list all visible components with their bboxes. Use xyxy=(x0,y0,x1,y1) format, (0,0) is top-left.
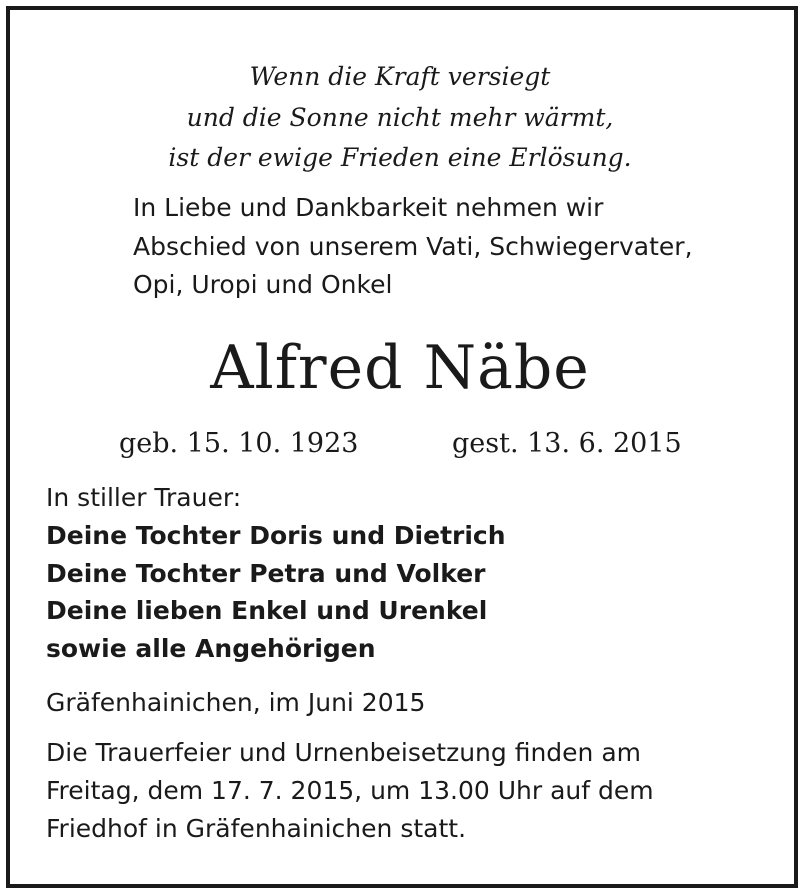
mourner-name: Deine lieben Enkel und Urenkel xyxy=(46,596,488,625)
deceased-name: Alfred Näbe xyxy=(210,333,590,403)
mourner-name: sowie alle Angehörigen xyxy=(46,634,376,663)
ceremony-line-3: Friedhof in Gräfenhainichen statt. xyxy=(46,814,467,843)
intro-line-2: Abschied von unserem Vati, Schwiegervater, xyxy=(133,232,693,261)
intro-line-1: In Liebe und Dankbarkeit nehmen wir xyxy=(133,193,604,222)
poem-line-2: und die Sonne nicht mehr wärmt, xyxy=(186,103,614,132)
mourner-name: Deine Tochter Doris und Dietrich xyxy=(46,521,506,550)
ceremony-line-1: Die Trauerfeier und Urnenbeisetzung finden am xyxy=(46,738,642,767)
ceremony-line-2: Freitag, dem 17. 7. 2015, um 13.00 Uhr auf dem xyxy=(46,776,654,805)
poem-line-1: Wenn die Kraft versiegt xyxy=(249,62,551,91)
place-date: Gräfenhainichen, im Juni 2015 xyxy=(46,688,426,717)
death-date: gest. 13. 6. 2015 xyxy=(452,428,682,459)
mourners-heading: In stiller Trauer: xyxy=(46,483,242,512)
birth-date: geb. 15. 10. 1923 xyxy=(119,428,359,459)
intro-line-3: Opi, Uropi und Onkel xyxy=(133,270,393,299)
mourner-name: Deine Tochter Petra und Volker xyxy=(46,559,486,588)
poem-line-3: ist der ewige Frieden eine Erlösung. xyxy=(168,143,632,172)
